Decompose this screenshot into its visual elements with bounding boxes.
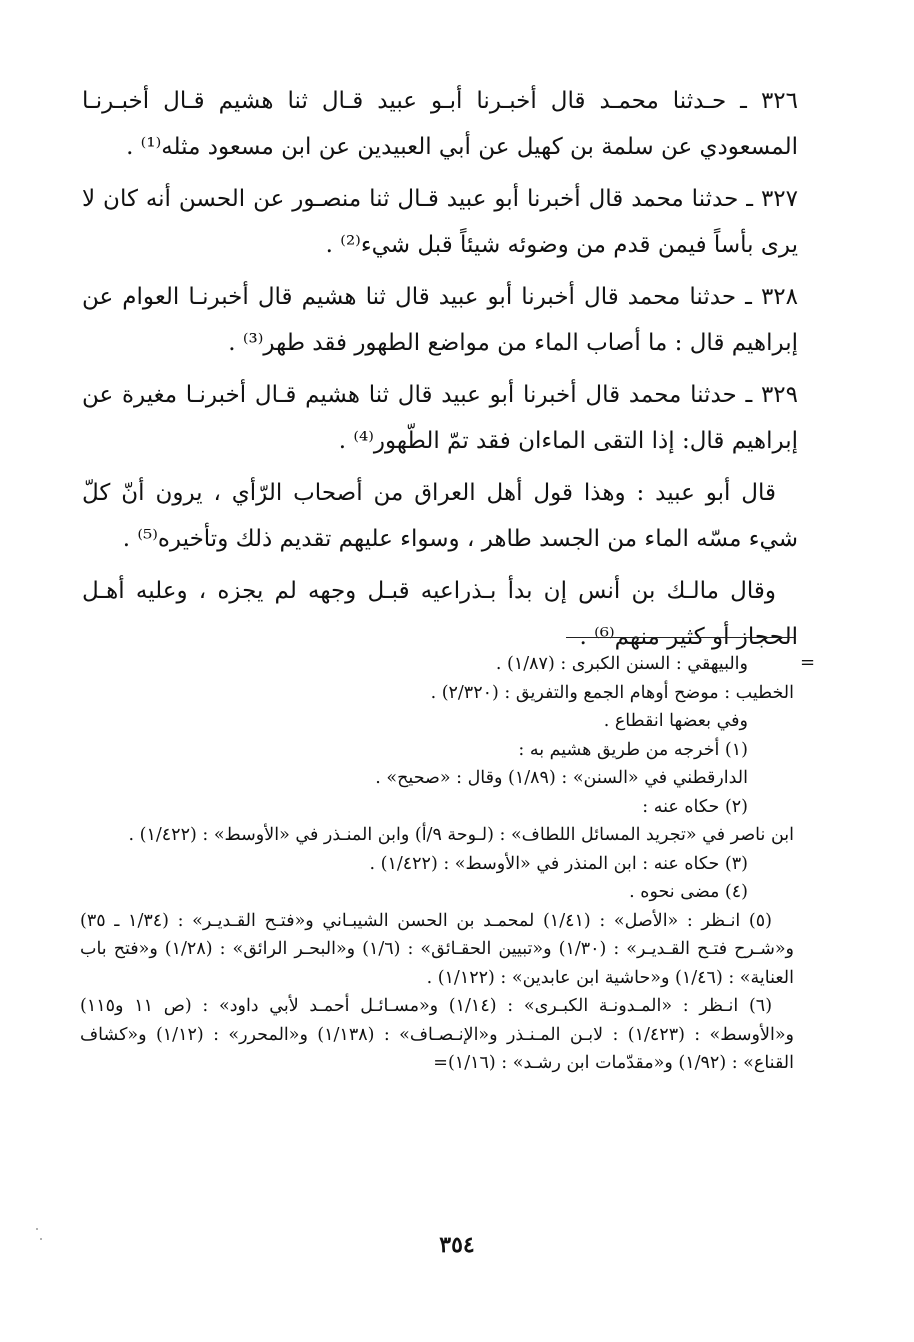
hadith-328: ٣٢٨ ـ حدثنا محمد قال أخبرنا أبو عبيد قال ثنا هشيم قال أخبرنـا العوام عن إبراهيم قال : ما أصاب الماء من مواضع الطهور فقد طهر⁽³⁾ . xyxy=(82,284,798,356)
scan-speck xyxy=(40,1238,42,1240)
footnote-line: الخطيب : موضح أوهام الجمع والتفريق : (٢/٣٢٠) . xyxy=(430,682,794,703)
footnote-4: (٤) مضى نحوه . xyxy=(629,882,748,902)
footnote-2: (٢) حكاه عنه : xyxy=(642,796,748,817)
malik-comment: وقال مالـك بن أنس إن بدأ بـذراعيه قبـل وجهه لم يجزه ، وعليه أهـل الحجاز أو كثير منهم⁽⁶⁾ . xyxy=(82,578,798,650)
page-number: ٣٥٤ xyxy=(439,1232,475,1258)
footnotes xyxy=(80,650,794,1078)
hadith-326: ٣٢٦ ـ حـدثنا محمـد قال أخبـرنا أبـو عبيد قـال ثنا هشيم قـال أخبـرنـا المسعودي عن سلمة بن كهيل عن أبي العبيدين عن ابن مسعود مثله⁽¹⁾ . xyxy=(82,88,798,160)
footnote-line: والبيهقي : السنن الكبرى : (١/٨٧) . xyxy=(495,654,748,674)
hadith-329: ٣٢٩ ـ حدثنا محمد قال أخبرنا أبو عبيد قال ثنا هشيم قـال أخبرنـا مغيرة عن إبراهيم قال: إذا التقى الماءان فقد تمّ الطّهور⁽⁴⁾ . xyxy=(82,382,798,454)
footnote-6 xyxy=(80,992,794,1078)
footnote-1: (١) أخرجه من طريق هشيم به : xyxy=(518,739,748,760)
hadith-327: ٣٢٧ ـ حدثنا محمد قال أخبرنا أبو عبيد قـال ثنا منصـور عن الحسن أنه كان لا يرى بأساً فيمن قدم من وضوئه شيئاً قبل شيء⁽²⁾ . xyxy=(82,186,798,258)
main-text xyxy=(82,78,798,666)
footnote-continuation-mark: = xyxy=(800,652,816,673)
footnote-line: وفي بعضها انقطاع . xyxy=(603,711,748,731)
footnote-separator xyxy=(566,637,794,638)
footnote-3: (٣) حكاه عنه : ابن المنذر في «الأوسط» : (١/٤٢٢) . xyxy=(369,853,748,874)
scan-speck xyxy=(36,1228,38,1230)
abu-ubaid-comment: قال أبو عبيد : وهذا قول أهل العراق من أصحاب الرّأي ، يرون أنّ كلّ شيء مسّه الماء من الجسد طاهر ، وسواء عليهم تقديم ذلك وتأخيره⁽⁵⁾ . xyxy=(82,480,798,552)
footnote-5: (٥) انـظر : «الأصل» : (١/٤١) لمحمـد بن الحسن الشيبـاني و«فتـح القـديـر» : (١/٣٤ ـ ٣٥) و«شـرح فتـح القـديـر» : (١/٣٠) و«تبيين الحقـائق» : (١/٦) و«البحـر الرائق» : (١/٢٨) و«فتح باب العناية» : (١/٤٦) و«حاشية ابن عابدين» : (١/١٢٢) . xyxy=(80,910,795,988)
footnote-line: ابن ناصر في «تجريد المسائل اللطاف» : (لـوحة ٩/أ) وابن المنـذر في «الأوسط» : (١/٤٢٢) . xyxy=(128,825,794,845)
footnote-line: الدارقطني في «السنن» : (١/٨٩) وقال : «صحيح» . xyxy=(375,768,748,788)
footnote-6-text: (٦) انـظر : «المـدونـة الكبـرى» : (١/١٤) و«مسـائـل أحمـد لأبي داود» : (ص ١١ و١١٥) و«الأوسط» : (١/٤٢٣) : لابـن المـنـذر و«الإنـصـاف» : (١/١٣٨) و«المحرر» : (١/١٢) و«كشاف القناع» : (١/٩٢) و«مقدّمات ابن رشـد» : (١/١٦) xyxy=(80,996,794,1073)
footnote-end-mark: = xyxy=(433,1053,448,1073)
